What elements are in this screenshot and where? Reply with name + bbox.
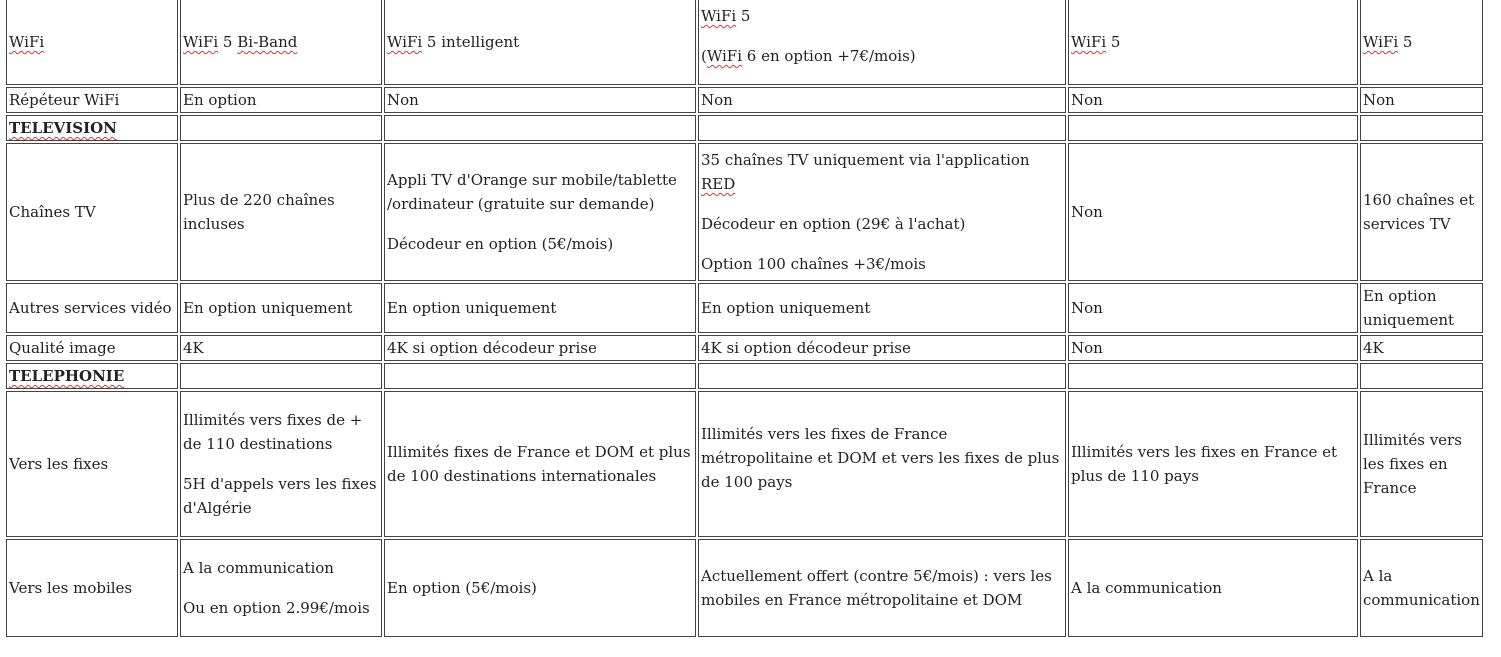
table-cell: 4K [180, 335, 382, 361]
table-row [6, 0, 1483, 85]
table-cell: Illimités vers les fixes de France métropolitaine et DOM et vers les fixes de plus de 100 pays [698, 391, 1066, 537]
table-cell: A la communication [1068, 539, 1358, 637]
table-cell: Illimités vers les fixes en France et plus de 110 pays [1068, 391, 1358, 537]
table-row [6, 87, 1483, 113]
table-cell: Illimités vers fixes de + de 110 destinations 5H d'appels vers les fixes d'Algérie [180, 391, 382, 537]
table-cell: Non [1068, 143, 1358, 281]
table-cell: WiFi 5 intelligent [384, 0, 696, 85]
table-cell: WiFi 5 [1360, 0, 1483, 85]
table-cell: 4K si option décodeur prise [384, 335, 696, 361]
table-cell: Non [698, 87, 1066, 113]
table-cell: Non [1068, 283, 1358, 333]
table-cell: Non [384, 87, 696, 113]
table-cell: 4K si option décodeur prise [698, 335, 1066, 361]
section-heading: TELEVISION [6, 115, 178, 141]
row-label: Qualité image [6, 335, 178, 361]
row-label: WiFi [6, 0, 178, 85]
section-row [6, 363, 1483, 389]
table-cell: Non [1068, 87, 1358, 113]
row-label: Chaînes TV [6, 143, 178, 281]
table-row [6, 335, 1483, 361]
table-cell: En option uniquement [384, 283, 696, 333]
table-cell: Actuellement offert (contre 5€/mois) : vers les mobiles en France métropolitaine et DOM [698, 539, 1066, 637]
table-cell: Illimités vers les fixes en France [1360, 391, 1483, 537]
section-heading: TELEPHONIE [6, 363, 178, 389]
table-cell: Appli TV d'Orange sur mobile/tablette /ordinateur (gratuite sur demande) Décodeur en option (5€/mois) [384, 143, 696, 281]
comparison-table [4, 0, 1485, 639]
table-cell: WiFi 5 [1068, 0, 1358, 85]
table-row [6, 391, 1483, 537]
row-label: Répéteur WiFi [6, 87, 178, 113]
table-row [6, 143, 1483, 281]
section-row [6, 115, 1483, 141]
table-cell: Non [1360, 87, 1483, 113]
table-cell: 4K [1360, 335, 1483, 361]
table-cell: En option uniquement [180, 283, 382, 333]
table-cell: A la communication Ou en option 2.99€/mois [180, 539, 382, 637]
table-cell: WiFi 5 Bi-Band [180, 0, 382, 85]
table-row [6, 539, 1483, 637]
table-cell: En option uniquement [1360, 283, 1483, 333]
table-cell: 160 chaînes et services TV [1360, 143, 1483, 281]
table-cell: A la communication [1360, 539, 1483, 637]
table-cell: Plus de 220 chaînes incluses [180, 143, 382, 281]
table-cell: Illimités fixes de France et DOM et plus de 100 destinations internationales [384, 391, 696, 537]
row-label: Autres services vidéo [6, 283, 178, 333]
table-cell: En option [180, 87, 382, 113]
table-cell: En option uniquement [698, 283, 1066, 333]
row-label: Vers les mobiles [6, 539, 178, 637]
table-cell: WiFi 5 (WiFi 6 en option +7€/mois) [698, 0, 1066, 85]
table-cell: Non [1068, 335, 1358, 361]
table-row [6, 283, 1483, 333]
row-label: Vers les fixes [6, 391, 178, 537]
table-cell: 35 chaînes TV uniquement via l'application RED Décodeur en option (29€ à l'achat) Option 100 chaînes +3€/mois [698, 143, 1066, 281]
table-cell: En option (5€/mois) [384, 539, 696, 637]
